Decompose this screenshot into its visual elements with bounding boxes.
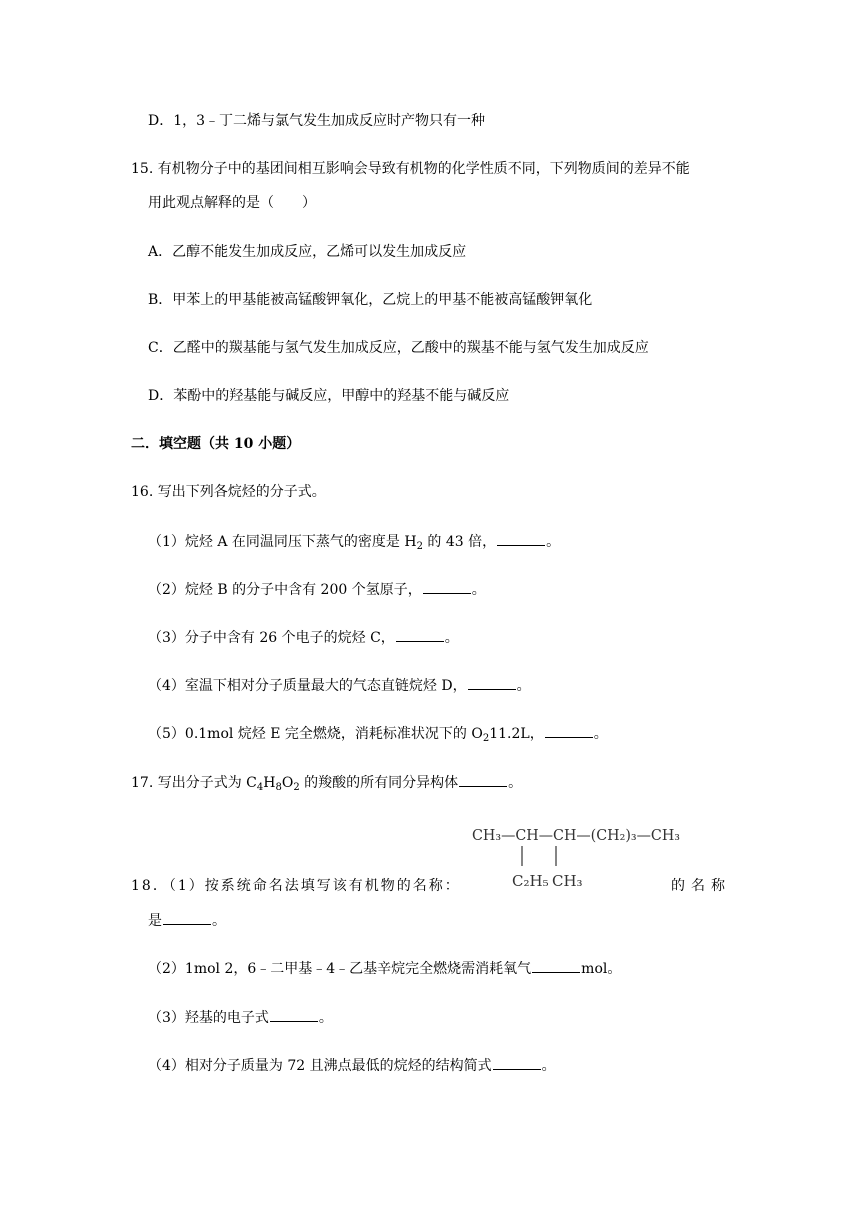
q18-item3: （3）羟基的电子式 。 xyxy=(148,1007,333,1028)
main-chain: CH₃—CH—CH—(CH₂)₃—CH₃ xyxy=(472,826,680,844)
answer-blank[interactable] xyxy=(270,1007,318,1022)
section-title: 二．填空题（共 10 小题） xyxy=(131,436,301,452)
q15-option-b: B．甲苯上的甲基能被高锰酸钾氧化，乙烷上的甲基不能被高锰酸钾氧化 xyxy=(148,292,593,308)
q16-stem: 16. 写出下列各烷烃的分子式。 xyxy=(131,484,326,500)
q17-stem: 17. 写出分子式为 $C_4H_8O_2$ 的羧酸的所有同分异构体 。 xyxy=(131,772,522,793)
answer-blank[interactable] xyxy=(497,531,545,546)
q18-item1: 18．（1）按系统命名法填写该有机物的名称： 的名称 xyxy=(131,878,731,894)
answer-blank[interactable] xyxy=(532,958,580,973)
answer-blank[interactable] xyxy=(459,772,507,787)
q16-item2: （2）烷烃 B 的分子中含有 200 个氢原子， 。 xyxy=(148,579,486,600)
answer-blank[interactable] xyxy=(468,675,516,690)
q15-option-a: A．乙醇不能发生加成反应，乙烯可以发生加成反应 xyxy=(148,244,467,260)
answer-blank[interactable] xyxy=(493,1055,541,1070)
answer-blank[interactable] xyxy=(396,627,444,642)
q18-item2: （2）1mol 2，6﹣二甲基﹣4﹣乙基辛烷完全燃烧需消耗氧气 mol。 xyxy=(148,958,621,979)
methyl-branch: CH₃ xyxy=(552,872,583,890)
q18-item1-line2: 是 。 xyxy=(148,910,226,931)
q16-item4: （4）室温下相对分子质量最大的气态直链烷烃 D， 。 xyxy=(148,675,531,696)
answer-blank[interactable] xyxy=(545,723,593,738)
q15-stem-line2: 用此观点解释的是（ ） xyxy=(148,195,316,211)
answer-blank[interactable] xyxy=(163,910,211,925)
q16-item3: （3）分子中含有 26 个电子的烷烃 C， 。 xyxy=(148,627,459,648)
ethyl-branch: C₂H₅ xyxy=(512,872,549,890)
q16-item5: （5）0.1mol 烷烃 E 完全燃烧，消耗标准状况下的 $O_211.2L$， 。 xyxy=(148,723,608,744)
answer-blank[interactable] xyxy=(423,579,471,594)
q15-option-d: D．苯酚中的羟基能与碱反应，甲醇中的羟基不能与碱反应 xyxy=(148,388,510,404)
q18-item4: （4）相对分子质量为 72 且沸点最低的烷烃的结构简式 。 xyxy=(148,1055,556,1076)
q16-item1: （1）烷烃 A 在同温同压下蒸气的密度是 $H_2$ 的 43 倍， 。 xyxy=(148,531,560,552)
q14-option-d: D．1，3﹣丁二烯与氯气发生加成反应时产物只有一种 xyxy=(148,113,486,129)
q15-option-c: C．乙醛中的羰基能与氢气发生加成反应，乙酸中的羰基不能与氢气发生加成反应 xyxy=(148,340,649,356)
q15-stem-line1: 15. 有机物分子中的基团间相互影响会导致有机物的化学性质不同，下列物质间的差异不能 xyxy=(131,161,690,177)
